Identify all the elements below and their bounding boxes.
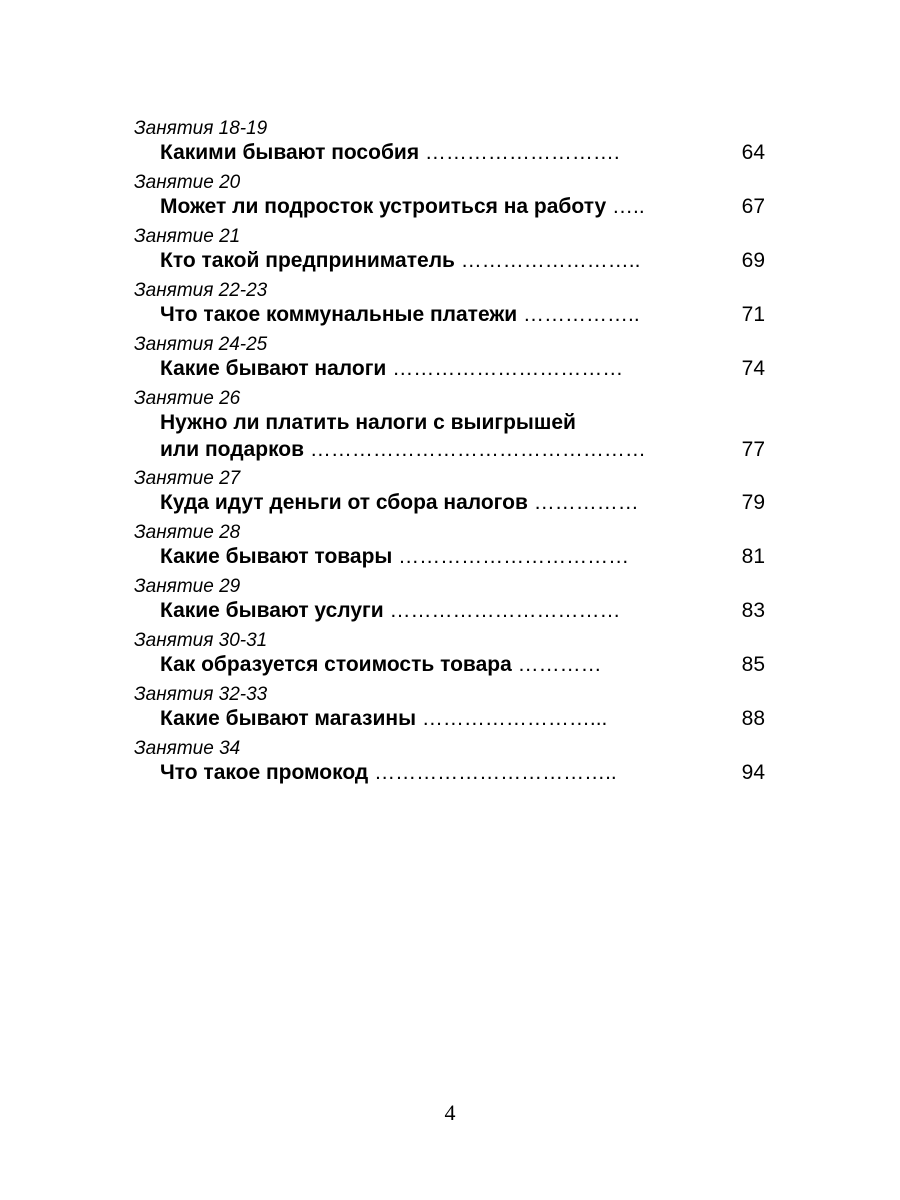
toc-title-text: Что такое промокод [160,761,369,784]
toc-page-number: 79 [741,491,765,514]
toc-page-number: 81 [741,545,765,568]
lesson-label: Занятие 27 [134,468,241,489]
toc-title [160,248,640,274]
lesson-label: Занятия 24-25 [134,334,268,355]
toc-leader-dots: …………………………… [386,357,624,380]
toc-entry [0,464,900,518]
lesson-label: Занятие 34 [134,738,241,759]
lesson-label: Занятия 32-33 [134,684,268,705]
toc-entry [0,222,900,276]
lesson-label: Занятие 29 [134,576,241,597]
toc-leader-dots: ………… [511,653,602,676]
toc-title [160,706,607,732]
toc-leader-dots: …………… [527,491,639,514]
toc-page-number: 85 [741,653,765,676]
toc-entry [0,572,900,626]
lesson-label: Занятие 21 [134,226,241,247]
table-of-contents [0,114,900,788]
toc-title [160,194,645,220]
toc-title-text: Какие бывают товары [160,545,393,568]
toc-entry [0,114,900,168]
toc-entry [0,680,900,734]
toc-page-number: 67 [741,195,765,218]
page-number: 4 [444,1100,456,1125]
toc-title-text: Какие бывают магазины [160,707,417,730]
toc-entry [0,330,900,384]
toc-title-text: Какими бывают пособия [160,141,420,164]
lesson-label: Занятие 26 [134,388,241,409]
toc-entry [0,518,900,572]
toc-leader-dots: ….. [606,195,645,218]
toc-leader-dots: …………………………….. [368,761,617,784]
toc-title-text: или подарков [160,438,305,461]
toc-leader-dots: ………………………………………… [304,438,646,461]
toc-entry [0,626,900,680]
lesson-label: Занятие 20 [134,172,241,193]
toc-title-text: Какие бывают налоги [160,357,387,380]
toc-entry [0,384,900,464]
toc-entry [0,734,900,788]
toc-title-text: Что такое коммунальные платежи [160,303,518,326]
toc-page-number: 64 [741,141,765,164]
toc-title [160,598,621,624]
toc-page-number: 69 [741,249,765,272]
toc-leader-dots: ………………………. [419,141,620,164]
toc-title [160,410,576,436]
toc-leader-dots: …………………………… [383,599,621,622]
toc-leader-dots: …………….. [517,303,640,326]
toc-title [160,302,640,328]
lesson-label: Занятия 30-31 [134,630,268,651]
toc-page-number: 94 [741,761,765,784]
toc-title [160,140,620,166]
toc-title-text: Кто такой предприниматель [160,249,455,272]
toc-title-text: Какие бывают услуги [160,599,384,622]
toc-leader-dots: …………………….. [454,249,641,272]
toc-page-number: 83 [741,599,765,622]
toc-title [160,544,629,570]
toc-leader-dots: …………………………… [392,545,630,568]
toc-page-number: 77 [741,438,765,461]
toc-title-text: Нужно ли платить налоги с выигрышей [160,411,576,434]
toc-title [160,760,617,786]
toc-title [160,652,602,678]
toc-title-text: Как образуется стоимость товара [160,653,512,676]
toc-page-number: 74 [741,357,765,380]
lesson-label: Занятия 18-19 [134,118,268,139]
toc-title-continuation [160,437,646,463]
toc-title [160,356,623,382]
lesson-label: Занятие 28 [134,522,241,543]
toc-leader-dots: ……………………... [416,707,608,730]
toc-title-text: Куда идут деньги от сбора налогов [160,491,528,514]
toc-title [160,490,639,516]
toc-page-number: 88 [741,707,765,730]
toc-entry [0,276,900,330]
toc-entry [0,168,900,222]
lesson-label: Занятия 22-23 [134,280,268,301]
toc-page-number: 71 [741,303,765,326]
toc-title-text: Может ли подросток устроиться на работу [160,195,607,218]
